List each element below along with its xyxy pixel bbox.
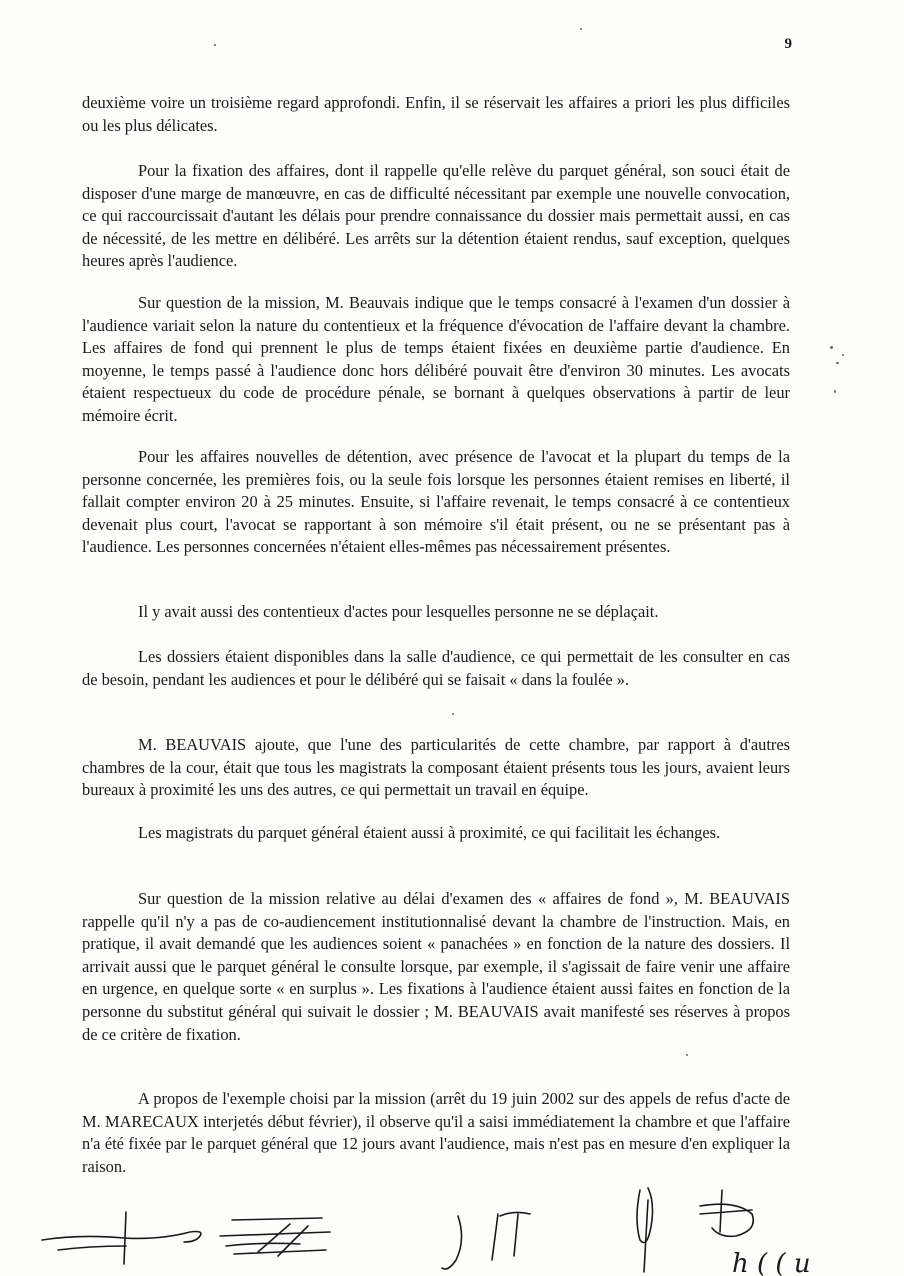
paragraph-9: Sur question de la mission relative au délai d'examen des « affaires de fond », M. BEAUVAIS rappelle qu'il n'y a pas de co-audiencement institutionnalisé devant la chambre de l'instruction. Mais, en pratique, il avait demandé que les audiences soient « panachées » en fonction de la nature des dossiers. Il arrivait aussi que le parquet général le consulte lorsque, par exemple, il s'agissait de faire venir une affaire en urgence, en quelque sorte « en surplus ». Les fixations à l'audience étaient aussi faites en fonction de la personne du substitut général qui suivait le dossier ; M. BEAUVAIS avait manifesté ses réserves à propos de ce critère de fixation. [82,889,790,1044]
signature-stroke [720,1190,722,1232]
signature-stroke [500,1212,530,1216]
handwritten-initials: h ( ( u [732,1249,811,1276]
paragraph-7: M. BEAUVAIS ajoute, que l'une des particularités de cette chambre, par rapport à d'autres chambres de la cour, était que tous les magistrats la composant étaient présents tous les jours, avaient leurs bureaux à proximité les uns des autres, ce qui permettait un travail en équipe. [82,735,790,800]
scan-speck [452,713,454,715]
signature-stroke [232,1218,322,1220]
signature-stroke [514,1214,518,1256]
paragraph-5: Il y avait aussi des contentieux d'actes pour lesquelles personne ne se déplaçait. [138,602,659,621]
signature-stroke [492,1214,498,1260]
paragraph-8: Les magistrats du parquet général étaient aussi à proximité, ce qui facilitait les échanges. [138,823,721,842]
signature-stroke [644,1200,648,1272]
signature-stroke [637,1188,653,1243]
signature-stroke [442,1216,462,1269]
scan-speck [214,44,216,46]
signature-stroke [700,1204,753,1236]
page-number: 9 [784,36,792,52]
scan-speck [842,354,844,356]
signature-stroke [700,1210,752,1214]
signature-stroke [42,1232,201,1243]
scan-speck [836,362,839,364]
signatures-drawing [0,1180,904,1276]
paragraph-2: Pour la fixation des affaires, dont il rappelle qu'elle relève du parquet général, son souci était de disposer d'une marge de manœuvre, en cas de difficulté nécessitant par exemple une nouvelle convocation, ce qui raccourcissait d'autant les délais pour prendre connaissance du dossier mais permettait aussi, en cas de nécessité, de les mettre en délibéré. Les arrêts sur la détention étaient rendus, sauf exception, quelques heures après l'audience. [82,161,790,271]
signature-stroke [220,1232,330,1236]
signature-stroke [58,1246,126,1250]
paragraph-6: Les dossiers étaient disponibles dans la salle d'audience, ce qui permettait de les consulter en cas de besoin, pendant les audiences et pour le délibéré qui se faisait « dans la foulée ». [82,647,790,689]
scan-speck [686,1054,688,1056]
paragraph-1: deuxième voire un troisième regard approfondi. Enfin, il se réservait les affaires a priori les plus difficiles ou les plus délicates. [82,93,790,135]
paragraph-4: Pour les affaires nouvelles de détention, avec présence de l'avocat et la plupart du temps de la personne concernée, les premières fois, ou la seule fois lorsque les personnes étaient remises en liberté, il fallait compter environ 20 à 25 minutes. Ensuite, si l'affaire revenait, le temps consacré à ce contentieux devenait plus court, l'avocat se rapportant à son mémoire s'il était présent, ou ne se présentant pas à l'audience. Les personnes concernées n'étaient elles-mêmes pas nécessairement présentes. [82,447,790,557]
signature-stroke [124,1212,126,1264]
scan-speck [834,390,836,393]
scan-speck [830,346,833,349]
paragraph-10: A propos de l'exemple choisi par la mission (arrêt du 19 juin 2002 sur des appels de refus d'acte de M. MARECAUX interjetés début février), il observe qu'il a saisi immédiatement la chambre et que l'affaire n'a été fixée par le parquet général que 12 jours avant l'audience, mais n'est pas en mesure d'en expliquer la raison. [82,1089,790,1176]
signature-area [0,1180,904,1276]
paragraph-3: Sur question de la mission, M. Beauvais indique que le temps consacré à l'examen d'un dossier à l'audience variait selon la nature du contentieux et la fréquence d'évocation de l'affaire devant la chambre. Les affaires de fond qui prennent le plus de temps étaient fixées en deuxième partie d'audience. En moyenne, le temps passé à l'audience donc hors délibéré pouvait être d'environ 30 minutes. Les avocats étaient respectueux du code de procédure pénale, se bornant à quelques observations à partir de leur mémoire écrit. [82,293,790,425]
scan-speck [580,28,582,30]
